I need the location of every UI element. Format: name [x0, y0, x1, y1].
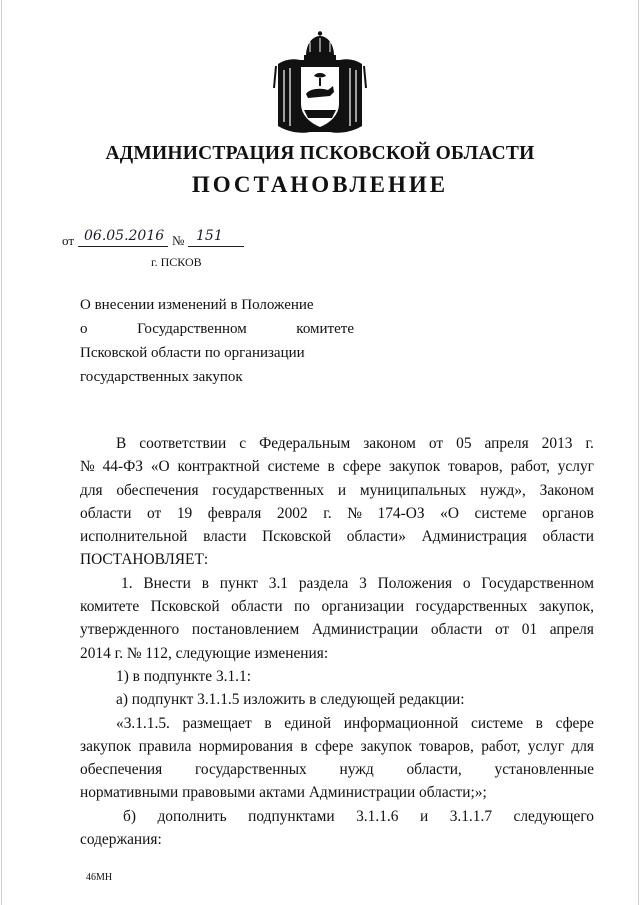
body-line	[80, 432, 594, 455]
body-word: подпунктами	[248, 807, 335, 825]
body-word: закупок,	[538, 598, 594, 616]
body-word: Псковской	[150, 598, 220, 616]
body-word: нужд»,	[480, 481, 526, 499]
body-word: правила	[138, 737, 192, 755]
body-word: 3	[359, 574, 367, 592]
body-line	[80, 665, 594, 688]
body-line	[80, 618, 594, 641]
body-line	[80, 805, 594, 828]
body-word: содержания:	[80, 831, 162, 849]
body-word: в	[300, 737, 308, 755]
body-word: №	[347, 504, 362, 522]
body-word: нормирования	[198, 737, 293, 755]
body-word: пункт	[219, 574, 258, 592]
body-line	[80, 455, 594, 478]
city-label: г. ПСКОВ	[151, 255, 202, 269]
body-word: 1) в подпункте 3.1.1:	[116, 667, 252, 685]
body-word: от	[428, 435, 444, 452]
body-word: и	[337, 481, 347, 499]
body-word: органов	[542, 504, 594, 522]
body-word: от	[147, 504, 162, 522]
body-word: области,	[406, 761, 462, 779]
body-word: работ,	[481, 737, 521, 755]
subject-word: Псковской области по организации	[80, 345, 305, 361]
body-word: товаров,	[448, 458, 503, 476]
body-word: г.	[585, 435, 594, 452]
pskov-coat-of-arms-icon	[270, 30, 370, 140]
body-line	[80, 642, 594, 665]
body-word: постановлением	[191, 621, 300, 639]
handwritten-date: 06.05.2016	[84, 228, 165, 244]
subject-word: О внесении изменений в Положение	[80, 297, 314, 313]
number-underline	[188, 246, 244, 247]
body-word: 3.1	[268, 574, 289, 592]
body-line	[80, 525, 594, 548]
body-word: системе	[267, 458, 320, 476]
body-word: государственных	[194, 761, 307, 779]
body-word: комитете	[80, 598, 140, 616]
body-word: в	[327, 458, 335, 476]
body-word: и	[419, 807, 429, 825]
handwritten-number: 151	[196, 228, 223, 244]
footer-code: 46МН	[86, 872, 113, 883]
body-word: в	[201, 574, 209, 592]
subject-word: о	[80, 321, 88, 337]
body-word: законом	[363, 435, 416, 452]
body-word: «О	[440, 504, 459, 522]
body-word: от	[494, 621, 510, 639]
body-word: ПОСТАНОВЛЯЕТ:	[80, 551, 209, 569]
body-word: для	[80, 481, 103, 499]
body-word: власти	[203, 528, 247, 546]
body-word: услуг	[527, 737, 565, 755]
document-subject	[80, 293, 354, 389]
body-word: исполнительной	[80, 528, 188, 546]
subject-line	[80, 365, 354, 389]
body-word: 1.	[121, 574, 133, 592]
body-word: закупок	[360, 737, 412, 755]
body-word: товаров,	[419, 737, 474, 755]
body-word: закупок	[388, 458, 441, 476]
organization-title: АДМИНИСТРАЦИЯ ПСКОВСКОЙ ОБЛАСТИ	[105, 143, 535, 164]
body-word: системе	[471, 714, 524, 732]
body-word: с	[239, 435, 247, 452]
body-word: В	[116, 435, 127, 452]
body-word: Внести	[143, 574, 191, 592]
body-word: апреля	[484, 435, 529, 452]
body-word: муниципальных	[359, 481, 467, 499]
body-word: области»	[346, 528, 406, 546]
body-line	[80, 595, 594, 618]
body-word: 2002	[276, 504, 308, 522]
body-word: государственных	[415, 598, 528, 616]
body-word: закупок	[80, 737, 132, 755]
body-line	[80, 572, 594, 595]
body-word: обеспечения	[116, 481, 199, 499]
body-word: системе	[474, 504, 527, 522]
body-word: нужд	[339, 761, 374, 779]
body-line	[80, 688, 594, 711]
body-word: 2014 г. № 112, следующие изменения:	[80, 644, 329, 662]
from-label: от	[62, 233, 75, 248]
body-word: в	[264, 714, 272, 732]
subject-word: государственных закупок	[80, 369, 243, 385]
body-word: контрактной	[177, 458, 260, 476]
body-line	[80, 479, 594, 502]
body-word: установленные	[494, 761, 594, 779]
subject-line	[80, 293, 354, 317]
body-word: организации	[321, 598, 405, 616]
body-word: 2013	[541, 435, 573, 452]
body-word: б)	[123, 807, 136, 825]
body-line	[80, 712, 594, 735]
document-type-title: ПОСТАНОВЛЕНИЕ	[191, 172, 449, 197]
body-word: а) подпункт 3.1.1.5 изложить в следующей редакции:	[116, 691, 465, 709]
body-word: сфере	[555, 714, 594, 732]
body-line	[80, 781, 594, 804]
body-word: Администрации	[311, 621, 419, 639]
body-word: работ,	[510, 458, 550, 476]
scan-edge-left	[1, 0, 2, 905]
document-body	[80, 432, 594, 851]
body-word: Положения	[377, 574, 453, 592]
body-word: сфере	[342, 458, 382, 476]
body-line	[80, 502, 594, 525]
body-word: области	[430, 621, 483, 639]
scan-edge-right	[638, 0, 639, 905]
body-word: 01	[521, 621, 538, 639]
body-word: Псковской	[262, 528, 332, 546]
number-label: №	[172, 233, 185, 248]
body-word: информационной	[343, 714, 459, 732]
body-word: нормативными правовыми актами Администрации области;»;	[80, 784, 487, 802]
subject-line	[80, 341, 354, 365]
body-word: области	[231, 598, 283, 616]
body-word: 174-ОЗ	[377, 504, 425, 522]
body-line	[80, 758, 594, 781]
body-word: 44-ФЗ	[102, 458, 143, 476]
body-word: утвержденного	[80, 621, 180, 639]
body-word: сфере	[314, 737, 354, 755]
body-word: для	[571, 737, 594, 755]
body-word: Администрация	[421, 528, 527, 546]
body-word: 05	[456, 435, 472, 452]
body-word: 19	[176, 504, 193, 522]
body-word: апреля	[549, 621, 594, 639]
body-word: обеспечения	[80, 761, 163, 779]
body-word: о	[462, 574, 471, 592]
body-word: Федеральным	[259, 435, 351, 452]
body-word: размещает	[182, 714, 252, 732]
body-word: февраля	[207, 504, 262, 522]
body-line	[80, 735, 594, 758]
body-word: услуг	[557, 458, 594, 476]
body-word: дополнить	[157, 807, 227, 825]
body-word: раздела	[298, 574, 349, 592]
body-line	[80, 548, 594, 571]
subject-word: комитете	[296, 321, 354, 337]
body-word: единой	[284, 714, 332, 732]
body-word: следующего	[513, 807, 594, 825]
body-word: «О	[150, 458, 170, 476]
body-word: области	[80, 504, 132, 522]
date-underline	[78, 246, 168, 247]
body-word: 3.1.1.7	[449, 807, 493, 825]
body-word: №	[80, 458, 95, 476]
body-word: Государственном	[481, 574, 594, 592]
body-word: соответствии	[139, 435, 227, 452]
body-line	[80, 828, 594, 851]
body-word: Законом	[539, 481, 594, 499]
body-word: области	[542, 528, 594, 546]
body-word: государственных	[212, 481, 325, 499]
subject-word: Государственном	[137, 321, 247, 337]
body-word: «3.1.1.5.	[116, 714, 170, 732]
body-word: в	[535, 714, 543, 732]
subject-line	[80, 317, 354, 341]
body-word: г.	[323, 504, 332, 522]
body-word: 3.1.1.6	[356, 807, 399, 825]
body-word: по	[294, 598, 310, 616]
